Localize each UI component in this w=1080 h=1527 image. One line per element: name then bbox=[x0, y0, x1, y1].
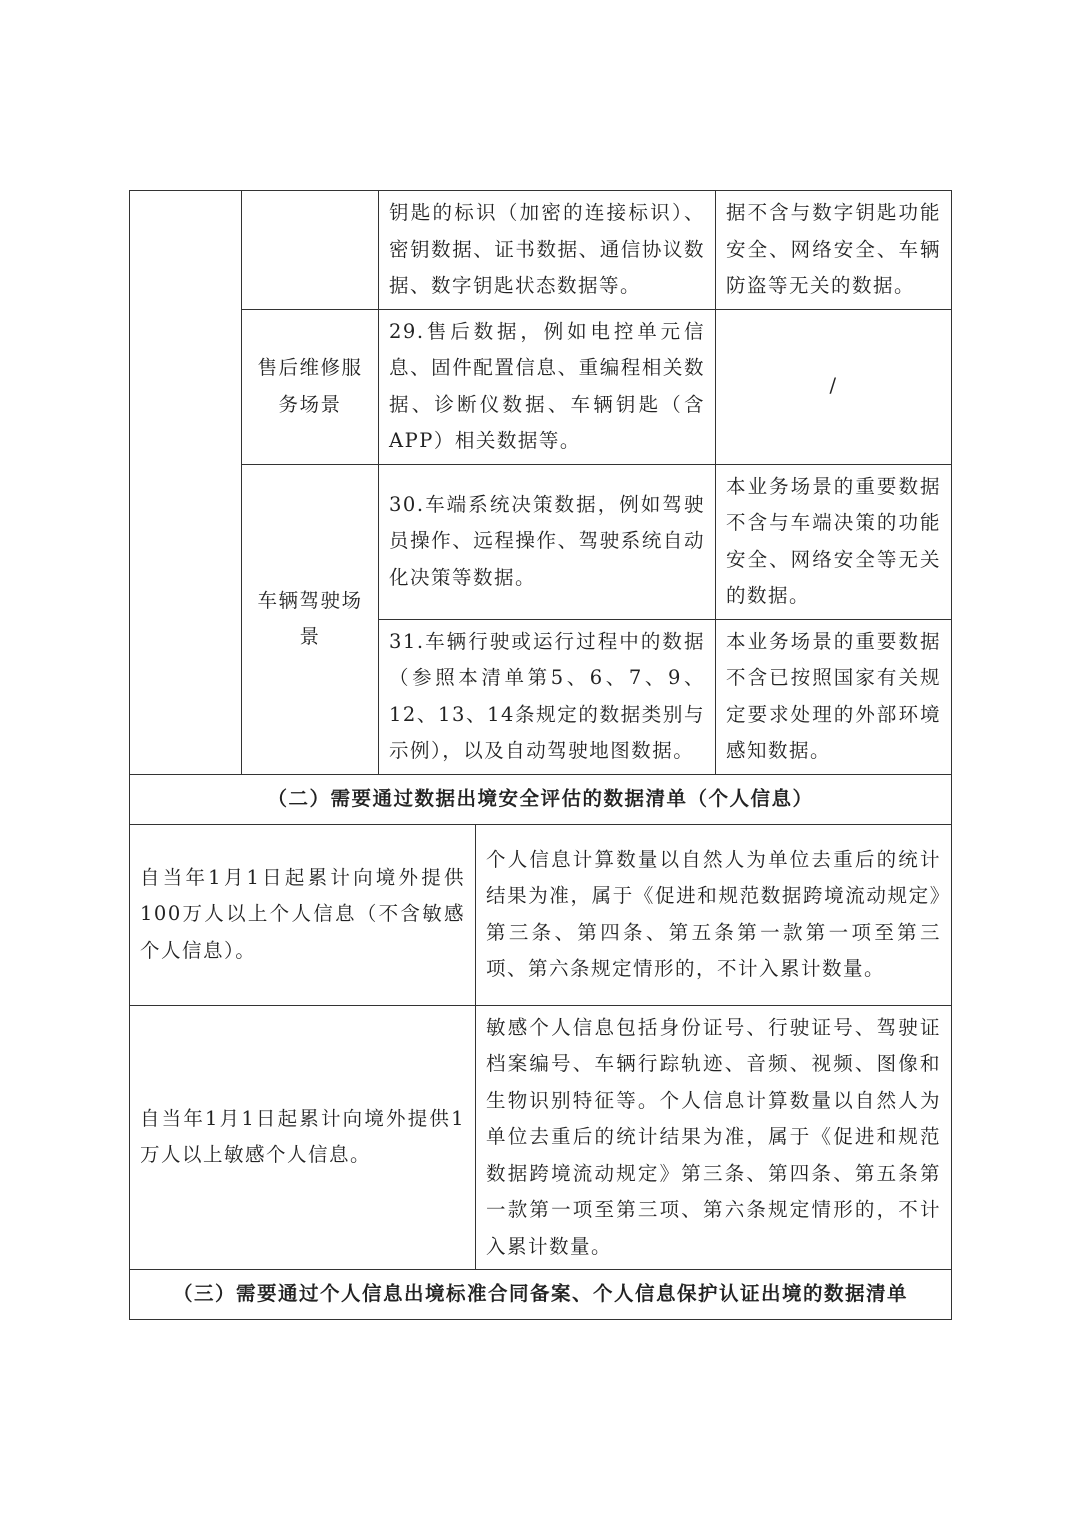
table-row bbox=[130, 464, 952, 619]
table-row bbox=[130, 824, 952, 1005]
data-text-cell: 30.车端系统决策数据，例如驾驶员操作、远程操作、驾驶系统自动化决策等数据。 bbox=[379, 464, 716, 619]
note-cell: 个人信息计算数量以自然人为单位去重后的统计结果为准，属于《促进和规范数据跨境流动规定》第三条、第四条、第五条第一款第一项至第三项、第六条规定情形的，不计入累计数量。 bbox=[476, 824, 952, 1005]
note-cell: / bbox=[716, 309, 952, 464]
table-row bbox=[130, 191, 952, 310]
data-text-cell: 29.售后数据，例如电控单元信息、固件配置信息、重编程相关数据、诊断仪数据、车辆钥匙（含APP）相关数据等。 bbox=[379, 309, 716, 464]
category-cell bbox=[130, 191, 242, 775]
data-list-table bbox=[129, 190, 952, 1320]
condition-cell: 自当年1月1日起累计向境外提供1万人以上敏感个人信息。 bbox=[130, 1005, 476, 1270]
scenario-cell: 售后维修服务场景 bbox=[242, 309, 379, 464]
table-row bbox=[130, 309, 952, 464]
section-heading: （三）需要通过个人信息出境标准合同备案、个人信息保护认证出境的数据清单 bbox=[130, 1270, 952, 1320]
scenario-cell: 车辆驾驶场景 bbox=[242, 464, 379, 774]
note-cell: 据不含与数字钥匙功能安全、网络安全、车辆防盗等无关的数据。 bbox=[716, 191, 952, 310]
condition-cell: 自当年1月1日起累计向境外提供100万人以上个人信息（不含敏感个人信息）。 bbox=[130, 824, 476, 1005]
table-row bbox=[130, 1005, 952, 1270]
data-text-cell: 31.车辆行驶或运行过程中的数据（参照本清单第5、6、7、9、12、13、14条规定的数据类别与示例），以及自动驾驶地图数据。 bbox=[379, 619, 716, 774]
table-row bbox=[130, 1270, 952, 1320]
scenario-cell bbox=[242, 191, 379, 310]
note-cell: 敏感个人信息包括身份证号、行驶证号、驾驶证档案编号、车辆行踪轨迹、音频、视频、图像和生物识别特征等。个人信息计算数量以自然人为单位去重后的统计结果为准，属于《促进和规范数据跨境流动规定》第三条、第四条、第五条第一款第一项至第三项、第六条规定情形的，不计入累计数量。 bbox=[476, 1005, 952, 1270]
table-row bbox=[130, 774, 952, 824]
data-text-cell: 钥匙的标识（加密的连接标识）、密钥数据、证书数据、通信协议数据、数字钥匙状态数据等。 bbox=[379, 191, 716, 310]
section-heading: （二）需要通过数据出境安全评估的数据清单（个人信息） bbox=[130, 774, 952, 824]
note-cell: 本业务场景的重要数据不含与车端决策的功能安全、网络安全等无关的数据。 bbox=[716, 464, 952, 619]
note-cell: 本业务场景的重要数据不含已按照国家有关规定要求处理的外部环境感知数据。 bbox=[716, 619, 952, 774]
